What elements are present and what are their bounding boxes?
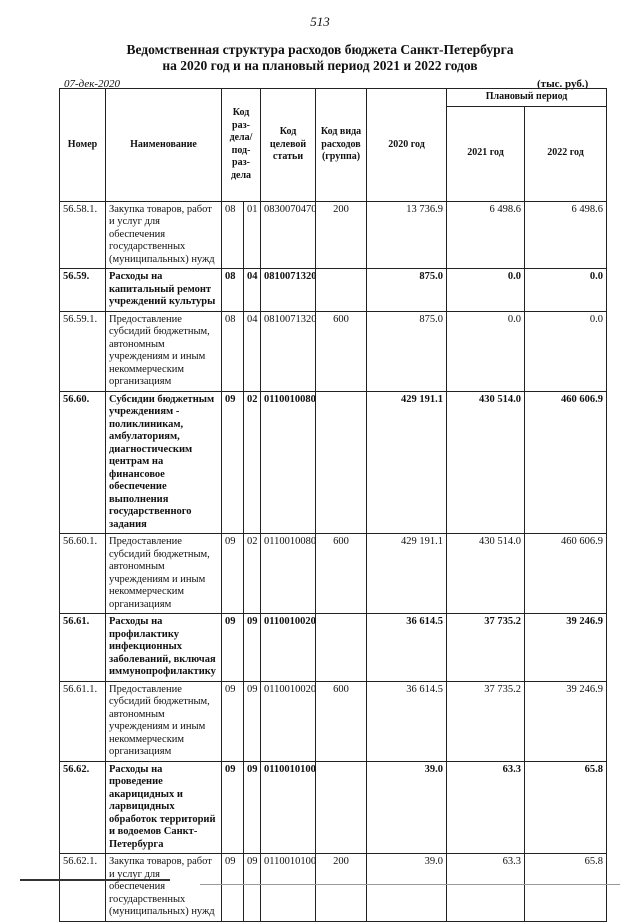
row-section: 09 (222, 534, 244, 614)
row-number: 56.62. (60, 761, 106, 854)
row-target-code: 0830070470 (261, 201, 316, 269)
row-2020: 39.0 (367, 761, 447, 854)
header-section-code: Код раз-дела/ под-раз-дела (222, 89, 261, 202)
row-subsection: 02 (244, 391, 261, 534)
row-subsection: 01 (244, 201, 261, 269)
row-name: Закупка товаров, работ и услуг для обеспечения государственных (муниципальных) нужд (106, 854, 222, 922)
row-2021: 0.0 (447, 311, 525, 391)
table-row (60, 761, 607, 854)
row-number: 56.59.1. (60, 311, 106, 391)
row-name: Предоставление субсидий бюджетным, автономным учреждениям и иным некоммерческим организациям (106, 681, 222, 761)
row-name: Предоставление субсидий бюджетным, автономным учреждениям и иным некоммерческим организациям (106, 534, 222, 614)
row-2021: 430 514.0 (447, 534, 525, 614)
row-number: 56.58.1. (60, 201, 106, 269)
page-number: 513 (310, 14, 330, 29)
row-expense-type: 600 (316, 311, 367, 391)
budget-table (59, 88, 607, 922)
row-2022: 0.0 (525, 311, 607, 391)
row-2020: 36 614.5 (367, 681, 447, 761)
table-row (60, 534, 607, 614)
row-expense-type: 200 (316, 201, 367, 269)
row-subsection: 09 (244, 681, 261, 761)
table-row (60, 391, 607, 534)
row-expense-type: 200 (316, 854, 367, 922)
title-line-1: Ведомственная структура расходов бюджета Санкт-Петербурга (126, 42, 514, 57)
row-expense-type (316, 761, 367, 854)
row-section: 08 (222, 201, 244, 269)
header-name: Наименование (106, 89, 222, 202)
scan-edge-line (200, 884, 620, 885)
table-body (60, 201, 607, 921)
row-2022: 39 246.9 (525, 681, 607, 761)
row-subsection: 09 (244, 854, 261, 922)
row-expense-type (316, 269, 367, 312)
row-2020: 429 191.1 (367, 391, 447, 534)
row-2021: 6 498.6 (447, 201, 525, 269)
row-number: 56.59. (60, 269, 106, 312)
row-target-code: 0810071320 (261, 311, 316, 391)
row-2020: 875.0 (367, 311, 447, 391)
header-target-code: Код целевой статьи (261, 89, 316, 202)
row-target-code: 0110010020 (261, 681, 316, 761)
row-subsection: 09 (244, 614, 261, 682)
row-subsection: 09 (244, 761, 261, 854)
row-2020: 875.0 (367, 269, 447, 312)
row-2022: 0.0 (525, 269, 607, 312)
row-number: 56.61. (60, 614, 106, 682)
row-section: 08 (222, 269, 244, 312)
row-subsection: 02 (244, 534, 261, 614)
row-2021: 63.3 (447, 854, 525, 922)
row-target-code: 0110010100 (261, 761, 316, 854)
header-2021: 2021 год (447, 106, 525, 201)
row-section: 09 (222, 681, 244, 761)
row-number: 56.61.1. (60, 681, 106, 761)
table-row (60, 681, 607, 761)
row-name: Субсидии бюджетным учреждениям - поликлиникам, амбулаториям, диагностическим центрам на финансовое обеспечение выполнения государственного задания (106, 391, 222, 534)
row-number: 56.60.1. (60, 534, 106, 614)
header-expense-type-code: Код вида расходов (группа) (316, 89, 367, 202)
row-name: Расходы на проведение акарицидных и ларвицидных обработок территорий и водоемов Санкт-Петербурга (106, 761, 222, 854)
row-number: 56.60. (60, 391, 106, 534)
row-2022: 6 498.6 (525, 201, 607, 269)
row-2020: 36 614.5 (367, 614, 447, 682)
row-expense-type: 600 (316, 681, 367, 761)
header-2022: 2022 год (525, 106, 607, 201)
row-section: 09 (222, 854, 244, 922)
row-2021: 37 735.2 (447, 681, 525, 761)
row-name: Предоставление субсидий бюджетным, автономным учреждениям и иным некоммерческим организациям (106, 311, 222, 391)
row-section: 08 (222, 311, 244, 391)
row-2020: 13 736.9 (367, 201, 447, 269)
row-target-code: 0110010020 (261, 614, 316, 682)
row-expense-type (316, 614, 367, 682)
row-expense-type: 600 (316, 534, 367, 614)
row-expense-type (316, 391, 367, 534)
row-name: Расходы на капитальный ремонт учреждений культуры (106, 269, 222, 312)
row-target-code: 0810071320 (261, 269, 316, 312)
document-date: 07-дек-2020 (64, 78, 121, 90)
row-2021: 37 735.2 (447, 614, 525, 682)
header-2020: 2020 год (367, 89, 447, 202)
scan-edge-line (20, 879, 170, 881)
row-subsection: 04 (244, 269, 261, 312)
row-2022: 39 246.9 (525, 614, 607, 682)
row-2020: 429 191.1 (367, 534, 447, 614)
document-title (0, 42, 640, 74)
row-2021: 0.0 (447, 269, 525, 312)
row-number: 56.62.1. (60, 854, 106, 922)
row-2022: 460 606.9 (525, 391, 607, 534)
row-section: 09 (222, 391, 244, 534)
header-planned-period: Плановый период (447, 89, 607, 107)
table-row (60, 311, 607, 391)
row-name: Закупка товаров, работ и услуг для обеспечения государственных (муниципальных) нужд (106, 201, 222, 269)
row-section: 09 (222, 614, 244, 682)
row-2022: 65.8 (525, 854, 607, 922)
row-name: Расходы на профилактику инфекционных заболеваний, включая иммунопрофилактику (106, 614, 222, 682)
row-2022: 65.8 (525, 761, 607, 854)
header-number: Номер (60, 89, 106, 202)
table-row (60, 201, 607, 269)
row-2022: 460 606.9 (525, 534, 607, 614)
row-2020: 39.0 (367, 854, 447, 922)
row-target-code: 0110010100 (261, 854, 316, 922)
row-target-code: 0110010080 (261, 534, 316, 614)
table-row (60, 854, 607, 922)
table-row (60, 614, 607, 682)
title-line-2: на 2020 год и на плановый период 2021 и 2022 годов (162, 58, 478, 73)
table-row (60, 269, 607, 312)
row-2021: 63.3 (447, 761, 525, 854)
row-target-code: 0110010080 (261, 391, 316, 534)
row-section: 09 (222, 761, 244, 854)
units-label: (тыс. руб.) (537, 78, 589, 90)
row-subsection: 04 (244, 311, 261, 391)
row-2021: 430 514.0 (447, 391, 525, 534)
